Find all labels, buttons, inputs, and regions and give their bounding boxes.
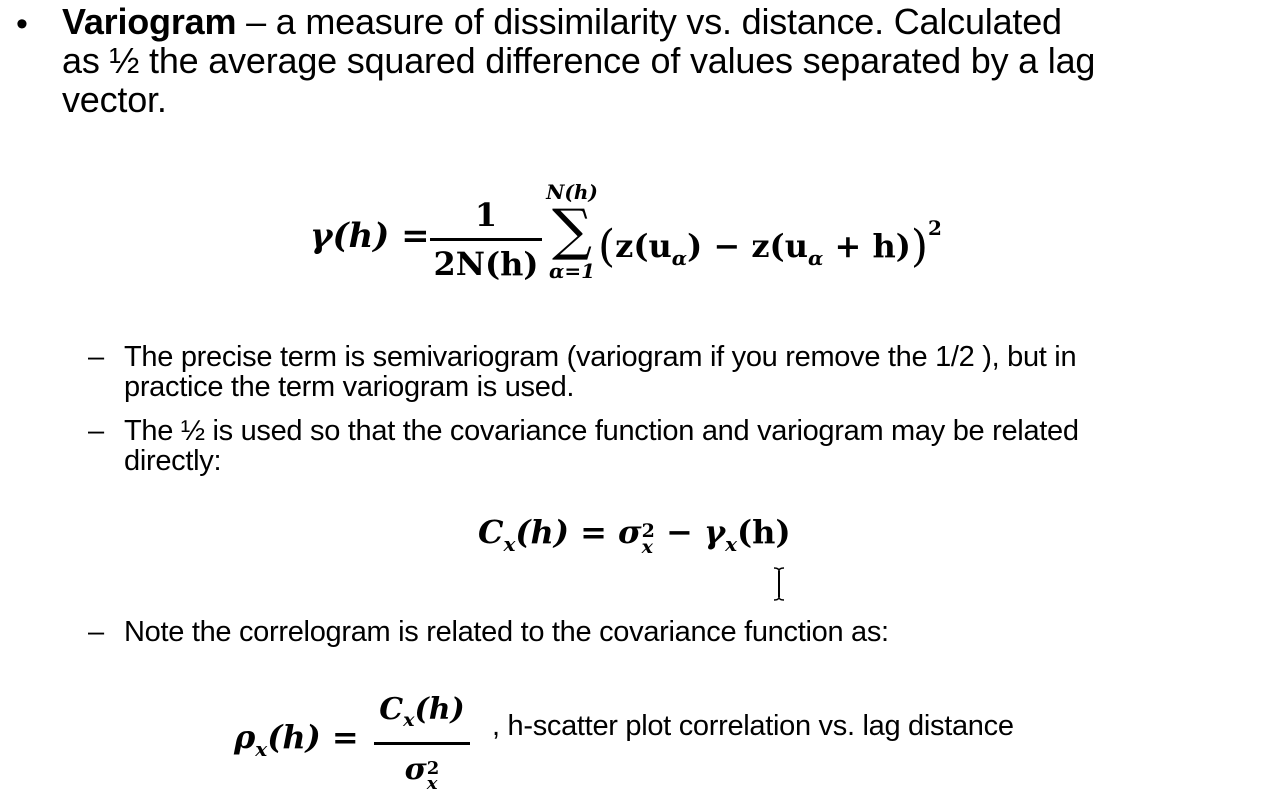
covariance-formula [478, 510, 791, 566]
c-subscript: x [503, 532, 516, 556]
summation [542, 180, 602, 284]
sum-symbol-icon: ∑ [552, 198, 592, 263]
c-symbol: C [379, 692, 404, 727]
sigma-subscript: x [426, 773, 438, 794]
variogram-formula [310, 180, 950, 310]
sub-bullet-3 [124, 617, 889, 647]
term-a-close: ) [687, 227, 703, 265]
sub-bullet-2 [124, 416, 1079, 476]
minus-sign: − [702, 227, 752, 265]
rho-argument: (h) = [267, 718, 359, 756]
sigma-scripts [426, 758, 440, 794]
sub-bullet-2-line-1: The ½ is used so that the covariance function and variogram may be related [124, 415, 1079, 447]
sub-bullet-3-dash-icon: – [88, 616, 105, 648]
sigma-superscript: 2 [641, 520, 655, 542]
main-bullet-line-2: as ½ the average squared difference of values separated by a lag [62, 40, 1096, 81]
fraction-bar [374, 742, 470, 745]
gamma-subscript: x [725, 532, 738, 556]
sum-lower-limit: α=1 [548, 259, 596, 283]
sub-bullet-1-line-2: practice the term variogram is used. [124, 371, 575, 403]
close-paren: ) [910, 221, 929, 272]
c-symbol: C [478, 513, 504, 551]
main-bullet-text [62, 2, 1095, 119]
text-cursor-icon [771, 566, 787, 602]
open-paren: ( [598, 221, 616, 272]
fraction [430, 196, 542, 283]
sigma-symbol: σ [618, 513, 642, 551]
exponent: 2 [928, 216, 942, 240]
correlogram-numerator [374, 690, 470, 740]
correlogram-fraction [374, 690, 470, 794]
c-argument: (h) = [515, 513, 607, 551]
term-b-rest: + h) [823, 227, 911, 265]
term-b: z(u [751, 227, 808, 265]
correlogram-caption: , h-scatter plot correlation vs. lag distance [492, 710, 1014, 742]
sum-upper-limit: N(h) [546, 180, 598, 204]
main-bullet-line-3: vector. [62, 79, 167, 120]
term-b-subscript: α [807, 246, 824, 270]
sigma-symbol: σ [404, 752, 427, 787]
term-a: z(u [615, 227, 672, 265]
sigma-subscript: x [641, 536, 653, 558]
sub-bullet-1-dash-icon: – [88, 341, 105, 373]
definition-text: – a measure of dissimilarity vs. distance. Calculated [236, 1, 1062, 42]
c-argument: (h) [414, 692, 465, 727]
correlogram-denominator [374, 751, 470, 794]
fraction-numerator: 1 [474, 196, 498, 234]
term-a-subscript: α [671, 246, 688, 270]
formula-lhs [310, 216, 430, 256]
sigma-superscript: 2 [426, 758, 440, 779]
fraction-bar [430, 238, 542, 241]
c-subscript: x [403, 709, 415, 731]
correlogram-lhs [234, 718, 359, 761]
sub-bullet-1 [124, 342, 1076, 402]
sigma-scripts [641, 520, 655, 558]
main-bullet-line-1 [62, 2, 1095, 41]
variogram-term: Variogram [62, 1, 237, 42]
sub-bullet-2-dash-icon: – [88, 415, 105, 447]
main-bullet-icon: • [16, 5, 28, 43]
fraction-denominator: 2N(h) [433, 245, 539, 283]
gamma-symbol: γ [703, 513, 726, 551]
minus-sign: − [654, 513, 704, 551]
gamma-argument: (h) [737, 513, 791, 551]
formula-rhs [598, 216, 942, 272]
correlogram-formula [234, 690, 494, 794]
sub-bullet-1-line-1: The precise term is semivariogram (variogram if you remove the 1/2 ), but in [124, 341, 1077, 373]
sub-bullet-2-line-2: directly: [124, 445, 222, 477]
gamma-of-h: γ(h) = [310, 216, 430, 256]
rho-subscript: x [255, 737, 268, 761]
sub-bullet-3-line-1: Note the correlogram is related to the covariance function as: [124, 616, 889, 648]
rho-symbol: ρ [234, 718, 256, 756]
